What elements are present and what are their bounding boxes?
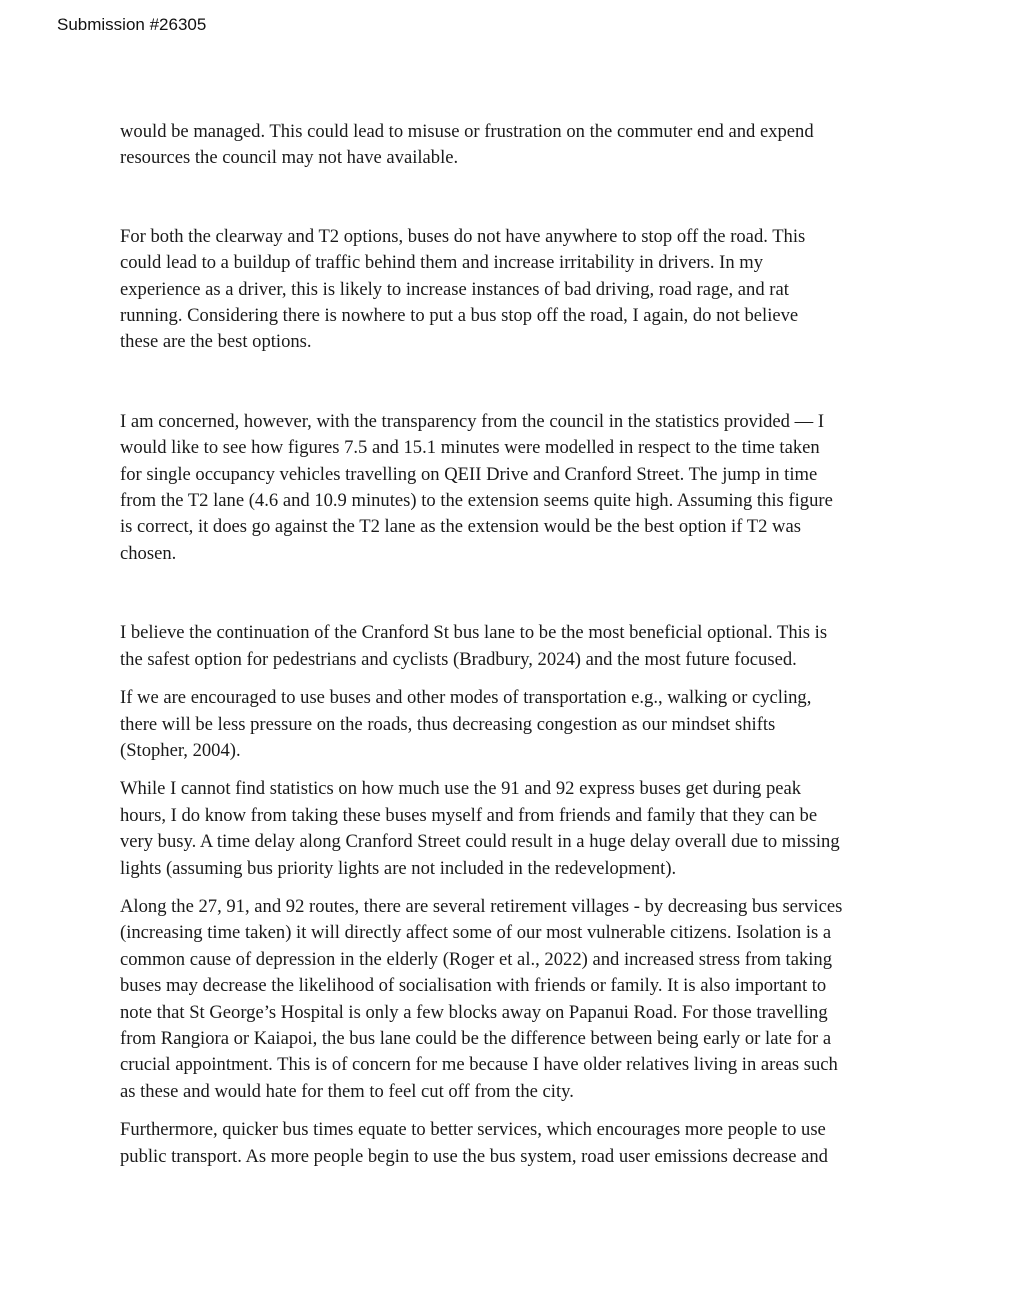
paragraph-express-buses: While I cannot find statistics on how much use the 91 and 92 express buses get during peak hours, I do know from taking these buses myself and from friends and family that they can be very busy. A time delay along Cranford Street could result in a huge delay overall due to missing lights (assuming bus priority lights are not included in the redevelopment). bbox=[120, 778, 840, 879]
paragraph-bus-stops: For both the clearway and T2 options, buses do not have anywhere to stop off the road. This could lead to a buildup of traffic behind them and increase irritability in drivers. In my experience as a driver, this is likely to increase instances of bad driving, road rage, and rat running. Considering there is nowhere to put a bus stop off the road, I again, do not believe these are the best options. bbox=[120, 225, 806, 353]
paragraph-transparency: I am concerned, however, with the transparency from the council in the statistics provided — I would like to see how figures 7.5 and 15.1 minutes were modelled in respect to the time taken for single occupancy vehicles travelling on QEII Drive and Cranford Street. The jump in time from the T2 lane (4.6 and 10.9 minutes) to the extension seems quite high. Assuming this figure is correct, it does go against the T2 lane as the extension would be the best option if T2 was chosen. bbox=[120, 410, 833, 564]
paragraph-congestion: If we are encouraged to use buses and other modes of transportation e.g., walking or cycling, there will be less pressure on the roads, thus decreasing congestion as our mindset shifts (Stopher, 2004). bbox=[120, 687, 812, 761]
paragraph-retirement-villages: Along the 27, 91, and 92 routes, there are several retirement villages - by decreasing bus services (increasing time taken) it will directly affect some of our most vulnerable citizens. Isolation is a common cause of depression in the elderly (Roger et al., 2022) and increased stress from taking buses may decrease the likelihood of socialisation with friends or family. It is also important to note that St George’s Hospital is only a few blocks away on Papanui Road. For those travelling from Rangiora or Kaiapoi, the bus lane could be the difference between being early or late for a crucial appointment. This is of concern for me because I have older relatives living in areas such as these and would hate for them to feel cut off from the city. bbox=[120, 895, 843, 1102]
paragraph-resources: would be managed. This could lead to misuse or frustration on the commuter end and expend resources the council may not have available. bbox=[120, 121, 814, 169]
paragraph-bus-lane-support: I believe the continuation of the Cranford St bus lane to be the most beneficial optional. This is the safest option for pedestrians and cyclists (Bradbury, 2024) and the most future focused. bbox=[120, 622, 828, 670]
document-body bbox=[120, 119, 900, 1170]
submission-label: Submission #26305 bbox=[57, 15, 207, 34]
paragraph-emissions: Furthermore, quicker bus times equate to better services, which encourages more people to use public transport. As more people begin to use the bus system, road user emissions decrease and bbox=[120, 1119, 828, 1167]
